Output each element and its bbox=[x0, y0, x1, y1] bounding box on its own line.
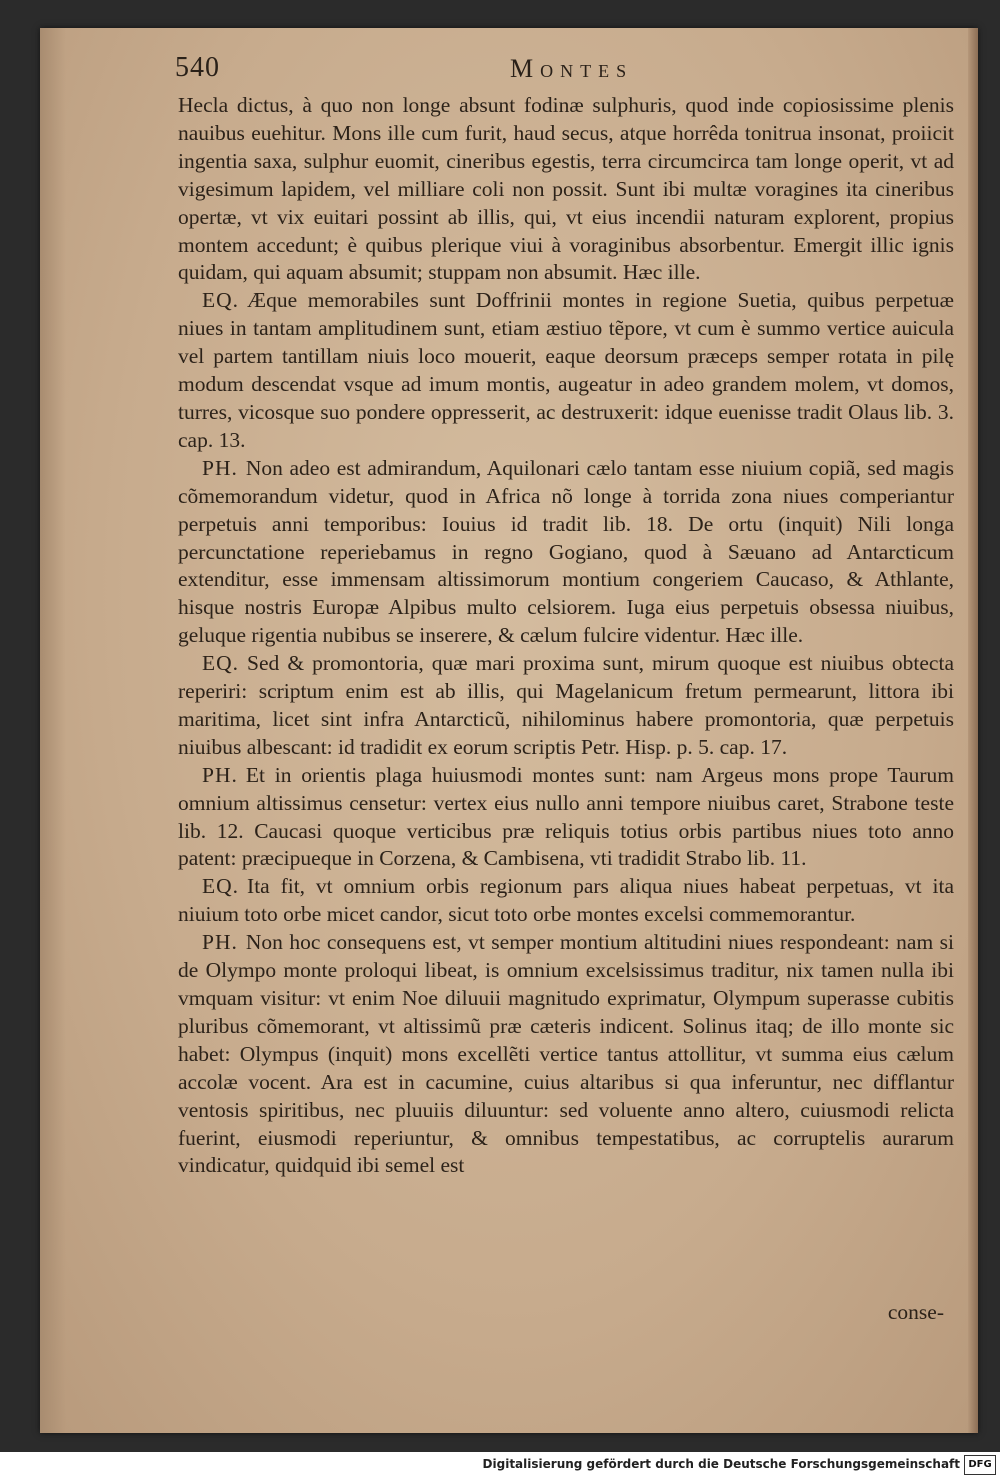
speaker-label: EQ. bbox=[202, 874, 240, 899]
speaker-label: PH. bbox=[202, 455, 238, 480]
page-edge bbox=[968, 28, 978, 1433]
speaker-label: PH. bbox=[202, 930, 238, 955]
paragraph bbox=[178, 762, 954, 874]
funding-credit: Digitalisierung gefördert durch die Deutsche Forschungsgemeinschaft bbox=[482, 1457, 960, 1471]
paragraph bbox=[178, 873, 954, 929]
paragraph bbox=[178, 929, 954, 1180]
page-number: 540 bbox=[175, 52, 220, 83]
speaker-label: EQ. bbox=[202, 288, 240, 313]
dfg-logo-icon: DFG bbox=[964, 1455, 996, 1475]
paragraph bbox=[178, 650, 954, 762]
paragraph-text: Non hoc consequens est, vt semper montium altitudini niues respondeant: nam si de Olympo monte proloqui libeat, is omnium excelsissimus traditur, nix tamen nulla ibi vmquam visitur: vt enim Noe diluuii magnitudo exprimatur, Olympum superasse cubitis pluribus cõmemorant, vt altissimũ præ cæteris indicent. Solinus itaq; de illo monte sic habet: Olympus (inquit) mons excellẽti vertice tantus attollitur, vt summa eius cælum accolæ vocent. Ara est in cacumine, cuius altaribus si qua inferuntur, nec difflantur ventosis spiritibus, nec pluuiis diluuntur: sed voluente anno altero, cuiusmodi relicta fuerint, eiusmodi reperiuntur, & omnibus tempestatibus, ac corruptelis aurarum vindicatur, quidquid ibi semel est bbox=[178, 930, 954, 1178]
speaker-label: EQ. bbox=[202, 651, 240, 676]
paragraph-text: Sed & promontoria, quæ mari proxima sunt, mirum quoque est niuibus obtecta reperiri: scriptum enim est ab illis, qui Magelanicum fretum permearunt, littora ibi maritima, licet sint infra Antarcticũ, nihilominus habere promontoria, quæ perpetuis niuibus albescant: id tradidit ex eorum scriptis Petr. Hisp. p. 5. cap. 17. bbox=[178, 651, 954, 759]
paragraph-text: Hecla dictus, à quo non longe absunt fodinæ sulphuris, quod inde copiosissime plenis nauibus euehitur. Mons ille cum furit, haud secus, atque horrêda tonitrua insonat, proiicit ingentia saxa, sulphur euomit, cineribus egestis, terra circumcirca tam longe operit, vt ad vigesimum lapidem, vel milliare coli non possit. Sunt ibi multæ voragines ita cineribus opertæ, vt vix euitari possint ab illis, qui, vt eius incendii naturam explorent, propius montem accedunt; è quibus plerique viui à voraginibus absorbentur. Emergit illic ignis quidam, qui aquam absumit; stuppam non absumit. Hæc ille. bbox=[178, 93, 954, 285]
paragraph-text: Et in orientis plaga huiusmodi montes sunt: nam Argeus mons prope Taurum omnium altissimus censetur: vertex eius nullo anni tempore niuibus caret, Strabone teste lib. 12. Caucasi quoque verticibus præ reliquis totius orbis partibus niues toto anno patent: præcipueque in Corzena, & Cambisena, vti tradidit Strabo lib. 11. bbox=[178, 762, 954, 871]
footer-bar bbox=[0, 1452, 1000, 1479]
paragraph-text: Ita fit, vt omnium orbis regionum pars aliqua niues habeat perpetuas, vt ita niuium toto orbe micet candor, sicut toto orbe montes excelsi commemorantur. bbox=[178, 874, 954, 927]
paragraph bbox=[178, 92, 954, 287]
paragraph bbox=[178, 455, 954, 650]
paragraph-text: Non adeo est admirandum, Aquilonari cælo tantam esse niuium copiã, sed magis cõmemorandum videtur, quod in Africa nõ longe à torrida zona niues comperiantur perpetuis anni temporibus: Iouius id tradit lib. 18. De ortu (inquit) Nili longa percunctatione reperiebamus in regno Gogiano, quod à Sæuano ad Antarcticum extenditur, esse immensam altissimorum montium congeriem Caucaso, & Athlante, hisque nostris Europæ Alpibus multo celsiorem. Iuga eius perpetuis obsessa niuibus, geluque rigentia nubibus se inserere, & cælum fulcire videntur. Hæc ille. bbox=[178, 455, 954, 648]
speaker-label: PH. bbox=[202, 762, 238, 787]
paragraph bbox=[178, 287, 954, 454]
catchword: conse- bbox=[887, 1300, 944, 1324]
page-header bbox=[175, 52, 965, 92]
paragraph-text: Æque memorabiles sunt Doffrinii montes in regione Suetia, quibus perpetuæ niues in tantam amplitudinem sunt, etiam æstiuo tẽpore, vt cum è summo vertice auicula vel partem tantillam niuis loco mouerit, eaque deorsum præceps semper rotata in pilę modum descendat vsque ad imum montis, augeatur in adeo grandem molem, vt domos, turres, vicosque suo pondere oppresserit, ac destruxerit: idque euenisse tradit Olaus lib. 3. cap. 13. bbox=[178, 288, 954, 452]
body-text bbox=[178, 92, 954, 1180]
page-gutter-shadow bbox=[40, 28, 66, 1433]
running-head: Montes bbox=[510, 54, 634, 83]
